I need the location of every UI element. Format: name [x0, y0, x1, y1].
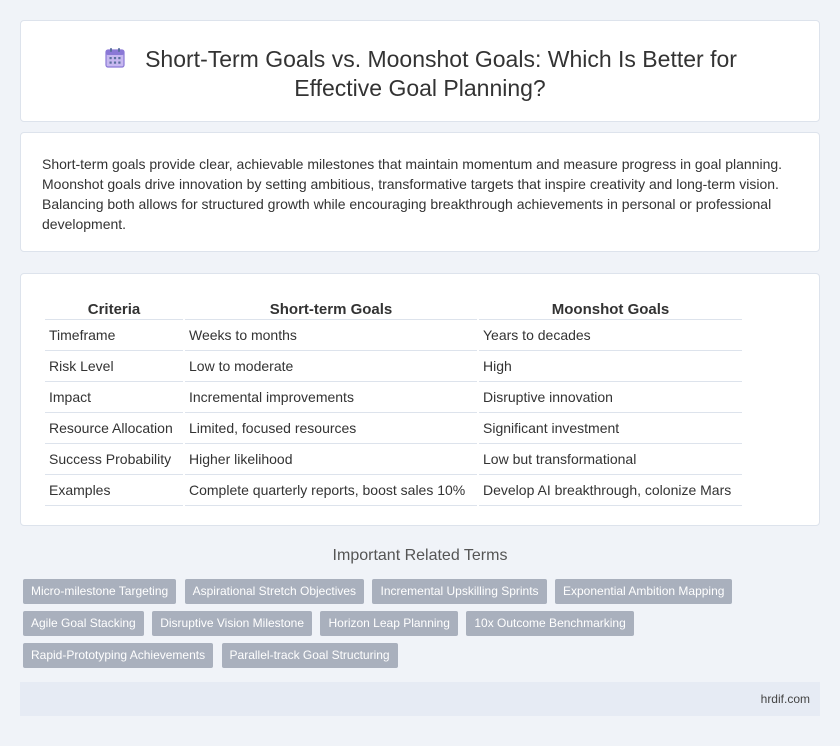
table-cell: Weeks to months	[185, 320, 477, 351]
table-cell: Risk Level	[45, 351, 183, 382]
table-row	[45, 413, 742, 444]
table-cell: Examples	[45, 475, 183, 506]
related-terms-list	[23, 579, 743, 675]
footer	[20, 682, 820, 716]
related-term-tag[interactable]: Aspirational Stretch Objectives	[185, 579, 364, 604]
table-cell: Incremental improvements	[185, 382, 477, 413]
table-cell: Disruptive innovation	[479, 382, 742, 413]
table-cell: Higher likelihood	[185, 444, 477, 475]
table-row	[45, 444, 742, 475]
header-short-term: Short-term Goals	[185, 296, 477, 320]
table-cell: Complete quarterly reports, boost sales 10%	[185, 475, 477, 506]
related-term-tag[interactable]: Rapid-Prototyping Achievements	[23, 643, 213, 668]
related-term-tag[interactable]: Agile Goal Stacking	[23, 611, 144, 636]
table-cell: Low but transformational	[479, 444, 742, 475]
table-cell: Limited, focused resources	[185, 413, 477, 444]
page-title-text: Short-Term Goals vs. Moonshot Goals: Which Is Better for Effective Goal Planning?	[145, 46, 737, 101]
table-cell: Resource Allocation	[45, 413, 183, 444]
table-cell: Years to decades	[479, 320, 742, 351]
comparison-table	[43, 296, 744, 506]
header-criteria: Criteria	[45, 296, 183, 320]
table-cell: Low to moderate	[185, 351, 477, 382]
table-row	[45, 320, 742, 351]
footer-site-link[interactable]: hrdif.com	[760, 692, 810, 706]
header-moonshot: Moonshot Goals	[479, 296, 742, 320]
table-row	[45, 351, 742, 382]
related-terms-title: Important Related Terms	[332, 547, 508, 564]
intro-card	[20, 132, 820, 252]
page-title	[81, 45, 759, 103]
table-cell: High	[479, 351, 742, 382]
related-term-tag[interactable]: Parallel-track Goal Structuring	[222, 643, 398, 668]
related-term-tag[interactable]: Micro-milestone Targeting	[23, 579, 176, 604]
header-card	[20, 20, 820, 122]
table-row	[45, 475, 742, 506]
related-term-tag[interactable]: Incremental Upskilling Sprints	[372, 579, 546, 604]
table-row	[45, 382, 742, 413]
table-cell: Impact	[45, 382, 183, 413]
table-cell: Timeframe	[45, 320, 183, 351]
comparison-table-card	[20, 273, 820, 526]
table-header-row	[45, 296, 742, 320]
table-cell: Develop AI breakthrough, colonize Mars	[479, 475, 742, 506]
table-cell: Significant investment	[479, 413, 742, 444]
table-cell: Success Probability	[45, 444, 183, 475]
related-term-tag[interactable]: 10x Outcome Benchmarking	[466, 611, 633, 636]
intro-text: Short-term goals provide clear, achievable milestones that maintain momentum and measure progress in goal planning. Moonshot goals drive innovation by setting ambitious, transformative targets that inspire creativity and long-term vision. Balancing both allows for structured growth while encouraging breakthrough achievements in personal or professional development.	[42, 156, 783, 232]
related-term-tag[interactable]: Disruptive Vision Milestone	[152, 611, 312, 636]
related-term-tag[interactable]: Horizon Leap Planning	[320, 611, 457, 636]
related-term-tag[interactable]: Exponential Ambition Mapping	[555, 579, 732, 604]
calendar-icon	[103, 46, 127, 70]
